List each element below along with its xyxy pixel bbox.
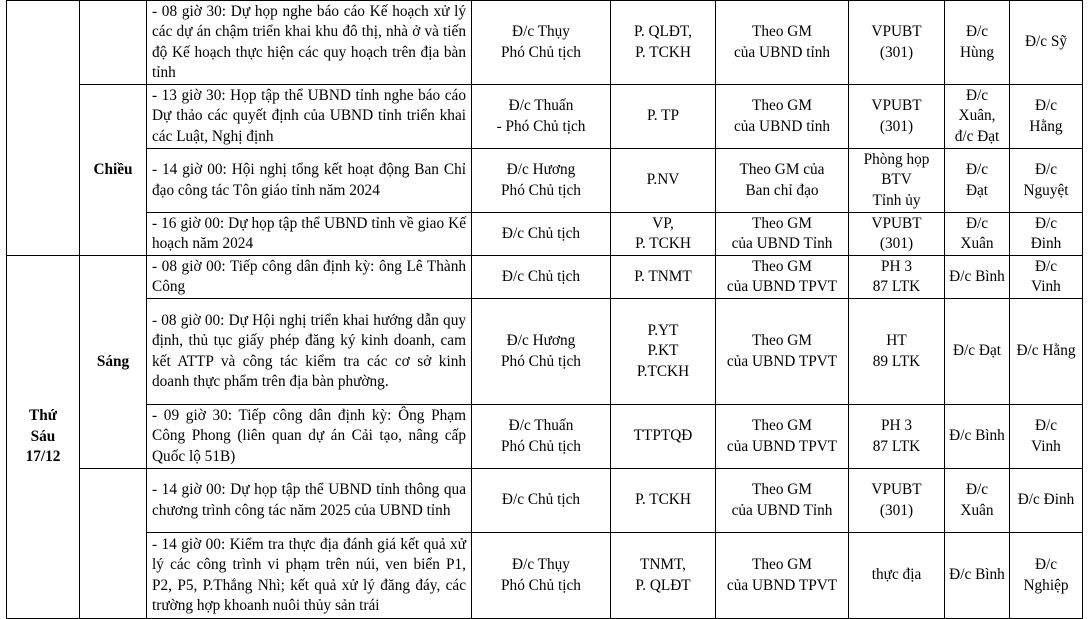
staff-cell: Đ/c Đạt: [945, 299, 1010, 405]
chair-cell: Đ/c Chủ tịch: [472, 213, 611, 256]
table-row: [7, 213, 1083, 256]
invite-cell: Theo GM của UBND Tỉnh: [716, 469, 849, 533]
session-cell-afternoon: [80, 469, 147, 619]
place-cell: Phòng họp BTV Tỉnh ủy: [849, 149, 945, 213]
staff-cell: Đ/c Hùng: [945, 1, 1010, 85]
chair-cell: Đ/c Hương Phó Chủ tịch: [472, 149, 611, 213]
table-row: [7, 256, 1083, 299]
task-cell: - 08 giờ 00: Dự Hội nghị triển khai hướng dẫn quy định, thủ tục giấy phép đăng ký kinh doanh, cam kết ATTP và công tác kiểm tra các cơ sở kinh doanh thực phẩm trên địa bàn phường.: [147, 299, 472, 405]
session-cell-prev: [80, 1, 147, 85]
prep-cell: TNMT, P. QLĐT: [611, 533, 716, 619]
staff-cell: Đ/c Xuân: [945, 213, 1010, 256]
prep-cell: VP, P. TCKH: [611, 213, 716, 256]
prep-cell: P. TNMT: [611, 256, 716, 299]
chair-cell: Đ/c Chủ tịch: [472, 256, 611, 299]
prep-cell: P. TCKH: [611, 469, 716, 533]
place-cell: VPUBT (301): [849, 469, 945, 533]
staff-cell: Đ/c Xuân: [945, 469, 1010, 533]
table-row: [7, 405, 1083, 469]
driver-cell: Đ/c Đinh: [1010, 213, 1083, 256]
place-cell: VPUBT (301): [849, 213, 945, 256]
staff-cell: Đ/c Bình: [945, 256, 1010, 299]
staff-cell: Đ/c Đạt: [945, 149, 1010, 213]
invite-cell: Theo GM của UBND TPVT: [716, 256, 849, 299]
task-cell: - 08 giờ 30: Dự họp nghe báo cáo Kế hoạch xử lý các dự án chậm triển khai khu đô thị, nhà ở và tiến độ Kế hoạch thực hiện các quy hoạch trên địa bàn tỉnh: [147, 1, 472, 85]
driver-cell: Đ/c Đinh: [1010, 469, 1083, 533]
task-cell: - 09 giờ 30: Tiếp công dân định kỳ: Ông Phạm Công Phong (liên quan dự án Cải tạo, nâng cấp Quốc lộ 51B): [147, 405, 472, 469]
invite-cell: Theo GM của UBND tỉnh: [716, 1, 849, 85]
driver-cell: Đ/c Vinh: [1010, 405, 1083, 469]
prep-cell: P. QLĐT, P. TCKH: [611, 1, 716, 85]
prep-cell: P. TP: [611, 85, 716, 149]
table-row: [7, 469, 1083, 533]
task-cell: - 13 giờ 30: Họp tập thể UBND tỉnh nghe báo cáo Dự thảo các quyết định của UBND tỉnh triển khai các Luật, Nghị định: [147, 85, 472, 149]
invite-cell: Theo GM của UBND TPVT: [716, 405, 849, 469]
task-cell: - 08 giờ 00: Tiếp công dân định kỳ: ông Lê Thành Công: [147, 256, 472, 299]
staff-cell: Đ/c Bình: [945, 405, 1010, 469]
session-label: Chiều: [80, 85, 147, 256]
driver-cell: Đ/c Nghiệp: [1010, 533, 1083, 619]
staff-cell: Đ/c Bình: [945, 533, 1010, 619]
prep-cell: TTPTQĐ: [611, 405, 716, 469]
place-cell: PH 3 87 LTK: [849, 256, 945, 299]
invite-cell: Theo GM của UBND Tỉnh: [716, 213, 849, 256]
place-cell: PH 3 87 LTK: [849, 405, 945, 469]
driver-cell: Đ/c Nguyệt: [1010, 149, 1083, 213]
session-label: Sáng: [80, 256, 147, 469]
place-cell: VPUBT (301): [849, 1, 945, 85]
chair-cell: Đ/c Hương Phó Chủ tịch: [472, 299, 611, 405]
driver-cell: Đ/c Hằng: [1010, 299, 1083, 405]
chair-cell: Đ/c Thuấn Phó Chủ tịch: [472, 405, 611, 469]
driver-cell: Đ/c Hằng: [1010, 85, 1083, 149]
day-cell: Thứ Sáu 17/12: [7, 256, 80, 619]
invite-cell: Theo GM của UBND tỉnh: [716, 85, 849, 149]
place-cell: thực địa: [849, 533, 945, 619]
table-row: [7, 149, 1083, 213]
chair-cell: Đ/c Thụy Phó Chủ tịch: [472, 533, 611, 619]
task-cell: - 14 giờ 00: Hội nghị tổng kết hoạt động Ban Chỉ đạo công tác Tôn giáo tỉnh năm 2024: [147, 149, 472, 213]
invite-cell: Theo GM của UBND TPVT: [716, 299, 849, 405]
schedule-table: [6, 0, 1083, 619]
task-cell: - 14 giờ 00: Dự họp tập thể UBND tỉnh thông qua chương trình công tác năm 2025 của UBND tỉnh: [147, 469, 472, 533]
place-cell: HT 89 LTK: [849, 299, 945, 405]
staff-cell: Đ/c Xuân, đ/c Đạt: [945, 85, 1010, 149]
task-cell: - 14 giờ 00: Kiểm tra thực địa đánh giá kết quả xử lý các công trình vi phạm trên núi, ven biển P1, P2, P5, P.Thắng Nhì; kết quả xử lý đăng đáy, các trường hợp khoanh nuôi thủy sản trái: [147, 533, 472, 619]
place-cell: VPUBT (301): [849, 85, 945, 149]
table-row: [7, 299, 1083, 405]
chair-cell: Đ/c Thuấn - Phó Chủ tịch: [472, 85, 611, 149]
table-row: [7, 533, 1083, 619]
table-row: [7, 85, 1083, 149]
task-cell: - 16 giờ 00: Dự họp tập thể UBND tỉnh về giao Kế hoạch năm 2024: [147, 213, 472, 256]
table-row: [7, 1, 1083, 85]
invite-cell: Theo GM của Ban chỉ đạo: [716, 149, 849, 213]
invite-cell: Theo GM của UBND TPVT: [716, 533, 849, 619]
chair-cell: Đ/c Chủ tịch: [472, 469, 611, 533]
prep-cell: P.NV: [611, 149, 716, 213]
day-cell-prev: [7, 1, 80, 256]
chair-cell: Đ/c Thụy Phó Chủ tịch: [472, 1, 611, 85]
driver-cell: Đ/c Sỹ: [1010, 1, 1083, 85]
prep-cell: P.YT P.KT P.TCKH: [611, 299, 716, 405]
driver-cell: Đ/c Vinh: [1010, 256, 1083, 299]
